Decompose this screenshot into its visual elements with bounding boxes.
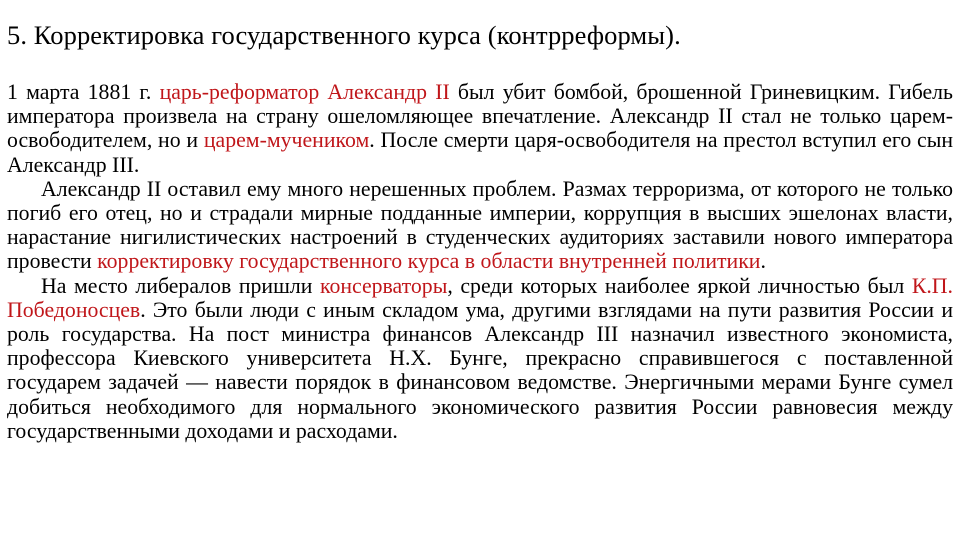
paragraph-text: , среди которых наиболее яркой личностью был (447, 273, 912, 298)
paragraph-problems (7, 177, 953, 274)
paragraph-assassination (7, 80, 953, 177)
highlighted-phrase: К.П. Победоносцев (7, 273, 953, 322)
highlighted-phrase: консерваторы (319, 273, 448, 298)
paragraph-text: 1 марта 1881 г. (7, 80, 160, 104)
paragraph-text: Александр II оставил ему много нерешенных проблем. Размах терроризма, от которого не только погиб его отец, но и страдали мирные подданные империи, коррупция в высших эшелонах власти, нарастание нигилистических настроений в студенческих аудиториях заставили нового императора провести (7, 176, 953, 274)
paragraph-conservatives (7, 274, 953, 443)
highlighted-phrase: царем-мучеником (203, 128, 370, 153)
paragraph-text: . Это были люди с иным складом ума, другими взглядами на пути развития России и роль государства. На пост министра финансов Александр III назначил известного экономиста, профессора Киевского университета Н.Х. Бунге, прекрасно справившегося с поставленной государем задачей — навести порядок в финансовом ведомстве. Энергичными мерами Бунге сумел добиться необходимого для нормального экономического развития России равновесия между государственными доходами и расходами. (7, 297, 953, 443)
paragraph-text: был убит бомбой, брошенной Гриневицким. Гибель императора произвела на страну ошеломляющее впечатление. Александр II стал не только царем-освободителем, но и (7, 80, 954, 153)
highlighted-phrase: корректировку государственного курса в области внутренней политики (97, 249, 761, 274)
paragraph-text: На место либералов пришли (41, 273, 320, 298)
paragraph-text: . (760, 249, 766, 274)
highlighted-phrase: царь-реформатор Александр II (159, 80, 450, 104)
slide-title: 5. Корректировка государственного курса (контрреформы). (7, 20, 681, 50)
paragraph-text: . После смерти царя-освободителя на престол вступил его сын Александр III. (7, 128, 954, 177)
slide-body (7, 80, 953, 443)
